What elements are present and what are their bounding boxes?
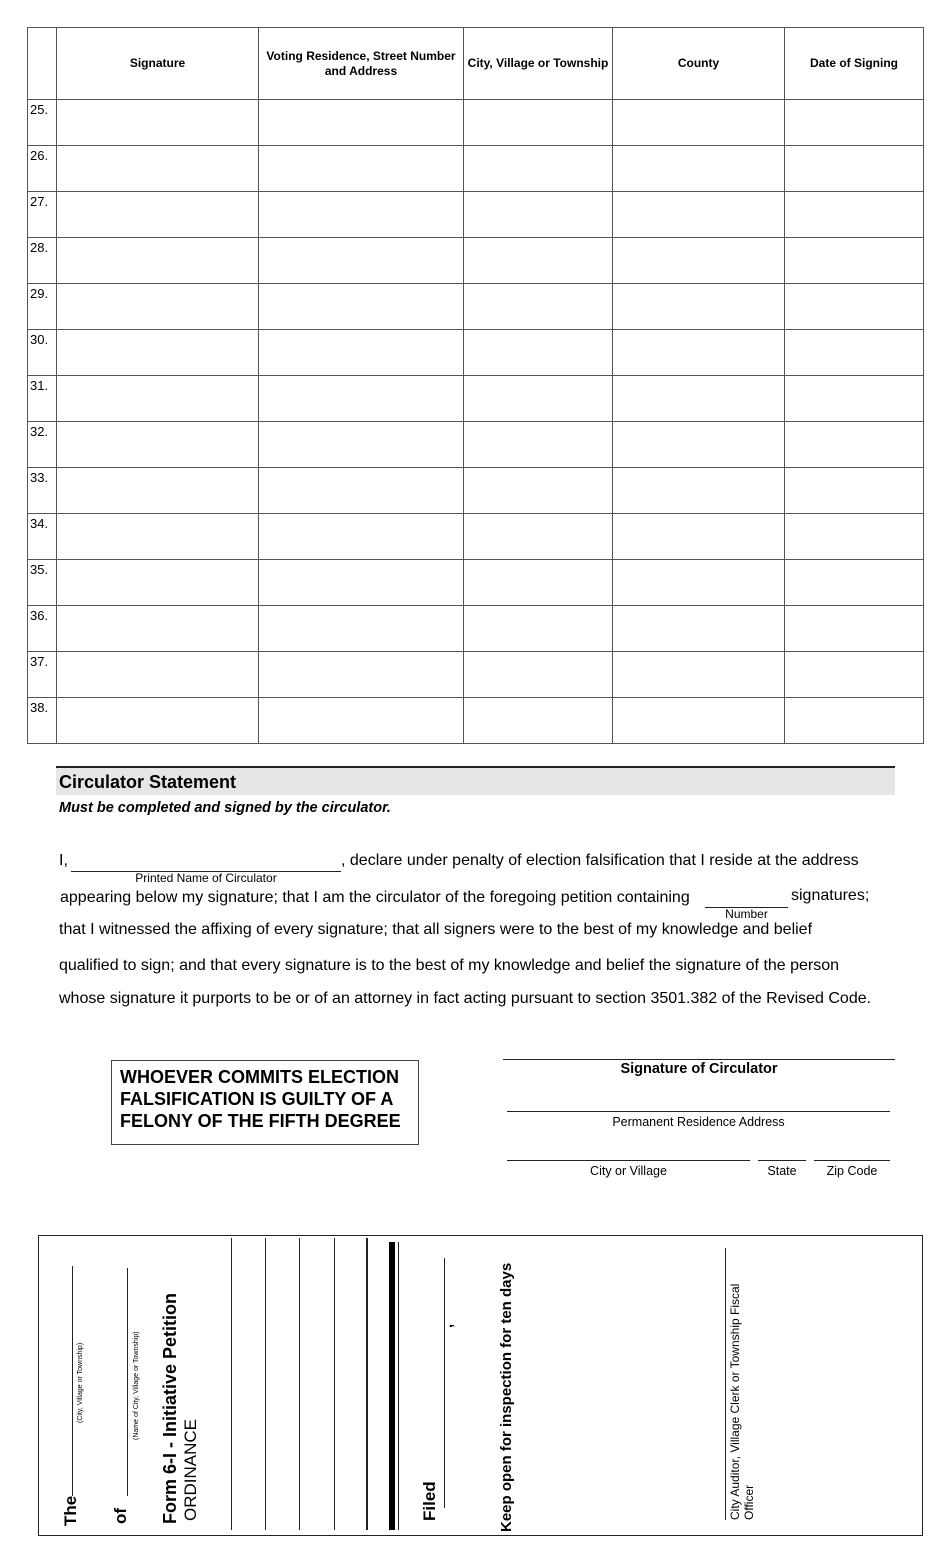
column-divider-1 bbox=[231, 1238, 232, 1530]
column-divider-4 bbox=[334, 1238, 335, 1530]
row-number: 29. bbox=[28, 284, 57, 330]
printed-name-field[interactable] bbox=[71, 852, 341, 872]
header-date: Date of Signing bbox=[785, 28, 924, 100]
city-village-label: City or Village bbox=[590, 1164, 667, 1178]
date-cell[interactable] bbox=[785, 238, 924, 284]
city-cell[interactable] bbox=[464, 284, 613, 330]
table-row bbox=[28, 330, 924, 376]
city-cell[interactable] bbox=[464, 238, 613, 284]
the-caption: (City, Village or Township) bbox=[77, 1342, 84, 1423]
city-cell[interactable] bbox=[464, 376, 613, 422]
date-cell[interactable] bbox=[785, 376, 924, 422]
signature-table bbox=[27, 27, 924, 744]
column-divider-2 bbox=[265, 1238, 266, 1530]
felony-warning-box bbox=[111, 1060, 419, 1145]
voting-residence-cell[interactable] bbox=[259, 100, 464, 146]
date-cell[interactable] bbox=[785, 468, 924, 514]
date-cell[interactable] bbox=[785, 606, 924, 652]
voting-residence-cell[interactable] bbox=[259, 376, 464, 422]
city-cell[interactable] bbox=[464, 698, 613, 744]
voting-residence-cell[interactable] bbox=[259, 330, 464, 376]
city-cell[interactable] bbox=[464, 560, 613, 606]
filing-label-strip bbox=[38, 1235, 923, 1536]
row-number: 32. bbox=[28, 422, 57, 468]
signature-cell[interactable] bbox=[57, 100, 259, 146]
voting-residence-cell[interactable] bbox=[259, 698, 464, 744]
table-row bbox=[28, 652, 924, 698]
header-signature: Signature bbox=[57, 28, 259, 100]
row-number: 28. bbox=[28, 238, 57, 284]
signature-cell[interactable] bbox=[57, 284, 259, 330]
table-row bbox=[28, 100, 924, 146]
table-row bbox=[28, 192, 924, 238]
date-cell[interactable] bbox=[785, 100, 924, 146]
date-cell[interactable] bbox=[785, 560, 924, 606]
row-number: 38. bbox=[28, 698, 57, 744]
statement-line1-prefix: I, bbox=[59, 852, 68, 869]
county-cell[interactable] bbox=[613, 698, 785, 744]
date-cell[interactable] bbox=[785, 514, 924, 560]
residence-address-label: Permanent Residence Address bbox=[612, 1115, 785, 1129]
row-number: 25. bbox=[28, 100, 57, 146]
county-cell[interactable] bbox=[613, 422, 785, 468]
row-number: 27. bbox=[28, 192, 57, 238]
county-cell[interactable] bbox=[613, 238, 785, 284]
county-cell[interactable] bbox=[613, 606, 785, 652]
county-cell[interactable] bbox=[613, 100, 785, 146]
thick-separator-bar bbox=[389, 1242, 395, 1530]
signature-cell[interactable] bbox=[57, 330, 259, 376]
city-cell[interactable] bbox=[464, 192, 613, 238]
city-cell[interactable] bbox=[464, 606, 613, 652]
date-cell[interactable] bbox=[785, 192, 924, 238]
signature-cell[interactable] bbox=[57, 514, 259, 560]
zip-code-field[interactable] bbox=[814, 1160, 890, 1161]
row-number: 35. bbox=[28, 560, 57, 606]
voting-residence-cell[interactable] bbox=[259, 238, 464, 284]
signature-cell[interactable] bbox=[57, 560, 259, 606]
date-cell[interactable] bbox=[785, 146, 924, 192]
header-number bbox=[28, 28, 57, 100]
zip-code-label: Zip Code bbox=[826, 1164, 878, 1178]
table-row bbox=[28, 284, 924, 330]
signature-count-field[interactable] bbox=[705, 889, 788, 908]
signature-cell[interactable] bbox=[57, 468, 259, 514]
voting-residence-cell[interactable] bbox=[259, 514, 464, 560]
date-cell[interactable] bbox=[785, 422, 924, 468]
residence-address-field[interactable] bbox=[507, 1111, 890, 1112]
printed-name-caption: Printed Name of Circulator bbox=[135, 871, 277, 885]
the-blank-line[interactable] bbox=[72, 1266, 73, 1496]
state-label: State bbox=[767, 1164, 797, 1178]
statement-title: Circulator Statement bbox=[59, 772, 237, 792]
date-cell[interactable] bbox=[785, 652, 924, 698]
table-row bbox=[28, 514, 924, 560]
city-cell[interactable] bbox=[464, 146, 613, 192]
header-city: City, Village or Township bbox=[464, 28, 613, 100]
county-cell[interactable] bbox=[613, 146, 785, 192]
label-filed: Filed bbox=[420, 1481, 439, 1521]
signature-cell[interactable] bbox=[57, 606, 259, 652]
voting-residence-cell[interactable] bbox=[259, 422, 464, 468]
city-cell[interactable] bbox=[464, 330, 613, 376]
warning-line2: FALSIFICATION IS GUILTY OF A bbox=[120, 1089, 394, 1109]
thick-separator-line bbox=[398, 1242, 399, 1530]
column-divider-3 bbox=[299, 1238, 300, 1530]
date-cell[interactable] bbox=[785, 284, 924, 330]
city-cell[interactable] bbox=[464, 100, 613, 146]
row-number: 33. bbox=[28, 468, 57, 514]
voting-residence-cell[interactable] bbox=[259, 284, 464, 330]
voting-residence-cell[interactable] bbox=[259, 192, 464, 238]
row-number: 26. bbox=[28, 146, 57, 192]
label-the: The bbox=[61, 1495, 80, 1526]
filed-comma: , bbox=[439, 1323, 456, 1328]
table-row bbox=[28, 468, 924, 514]
county-cell[interactable] bbox=[613, 376, 785, 422]
voting-residence-cell[interactable] bbox=[259, 468, 464, 514]
county-cell[interactable] bbox=[613, 192, 785, 238]
header-county: County bbox=[613, 28, 785, 100]
row-number: 36. bbox=[28, 606, 57, 652]
statement-line2-suffix: signatures; bbox=[791, 887, 870, 904]
table-body bbox=[28, 100, 924, 744]
statement-line4: qualified to sign; and that every signature is to the best of my knowledge and belief the signature of the person bbox=[59, 957, 840, 974]
officer-signature-line[interactable] bbox=[725, 1248, 726, 1520]
signature-cell[interactable] bbox=[57, 238, 259, 284]
date-cell[interactable] bbox=[785, 698, 924, 744]
county-cell[interactable] bbox=[613, 330, 785, 376]
form-type: ORDINANCE bbox=[181, 1418, 200, 1521]
row-number: 37. bbox=[28, 652, 57, 698]
of-caption: (Name of City, Village or Township) bbox=[133, 1331, 140, 1440]
row-number: 31. bbox=[28, 376, 57, 422]
city-village-field[interactable] bbox=[507, 1160, 750, 1161]
statement-line2-prefix: appearing below my signature; that I am the circulator of the foregoing petition containing bbox=[60, 889, 690, 906]
table-row bbox=[28, 606, 924, 652]
statement-subtitle: Must be completed and signed by the circulator. bbox=[59, 800, 391, 816]
warning-line3: FELONY OF THE FIFTH DEGREE bbox=[120, 1111, 401, 1131]
voting-residence-cell[interactable] bbox=[259, 146, 464, 192]
city-cell[interactable] bbox=[464, 422, 613, 468]
form-title: Form 6-I - Initiative Petition bbox=[160, 1292, 180, 1524]
city-cell[interactable] bbox=[464, 468, 613, 514]
warning-line1: WHOEVER COMMITS ELECTION bbox=[120, 1067, 399, 1087]
officer-caption-line2: Officer bbox=[742, 1484, 756, 1520]
statement-line1-suffix: , declare under penalty of election falsification that I reside at the address bbox=[341, 852, 859, 869]
voting-residence-cell[interactable] bbox=[259, 652, 464, 698]
county-cell[interactable] bbox=[613, 468, 785, 514]
county-cell[interactable] bbox=[613, 514, 785, 560]
table-row bbox=[28, 146, 924, 192]
circulator-signature-field[interactable] bbox=[503, 1059, 895, 1060]
city-cell[interactable] bbox=[464, 514, 613, 560]
signature-cell[interactable] bbox=[57, 146, 259, 192]
state-field[interactable] bbox=[758, 1160, 806, 1161]
signature-cell[interactable] bbox=[57, 422, 259, 468]
signature-cell[interactable] bbox=[57, 192, 259, 238]
table-row bbox=[28, 238, 924, 284]
officer-caption-line1: City Auditor, Village Clerk or Township Fiscal bbox=[728, 1283, 742, 1520]
of-blank-line[interactable] bbox=[127, 1268, 128, 1496]
city-cell[interactable] bbox=[464, 652, 613, 698]
filed-date-line[interactable] bbox=[444, 1258, 445, 1508]
label-of: of bbox=[111, 1507, 130, 1524]
statement-line3: that I witnessed the affixing of every signature; that all signers were to the best of my knowledge and belief bbox=[59, 921, 813, 938]
statement-line5: whose signature it purports to be or of an attorney in fact acting pursuant to section 3501.382 of the Revised Code. bbox=[59, 990, 872, 1007]
voting-residence-cell[interactable] bbox=[259, 606, 464, 652]
signature-cell[interactable] bbox=[57, 698, 259, 744]
table-row bbox=[28, 698, 924, 744]
table-row bbox=[28, 376, 924, 422]
signature-cell[interactable] bbox=[57, 652, 259, 698]
signature-cell[interactable] bbox=[57, 376, 259, 422]
county-cell[interactable] bbox=[613, 284, 785, 330]
voting-residence-cell[interactable] bbox=[259, 560, 464, 606]
signature-of-circulator-label: Signature of Circulator bbox=[620, 1061, 778, 1077]
county-cell[interactable] bbox=[613, 652, 785, 698]
county-cell[interactable] bbox=[613, 560, 785, 606]
header-voting-residence: Voting Residence, Street Number and Address bbox=[259, 28, 464, 100]
table-row bbox=[28, 422, 924, 468]
date-cell[interactable] bbox=[785, 330, 924, 376]
number-caption: Number bbox=[725, 907, 768, 921]
row-number: 30. bbox=[28, 330, 57, 376]
keep-open-notice: Keep open for inspection for ten days bbox=[498, 1262, 515, 1532]
row-number: 34. bbox=[28, 514, 57, 560]
table-header-row bbox=[28, 28, 924, 100]
table-row bbox=[28, 560, 924, 606]
column-divider-5 bbox=[366, 1238, 368, 1530]
